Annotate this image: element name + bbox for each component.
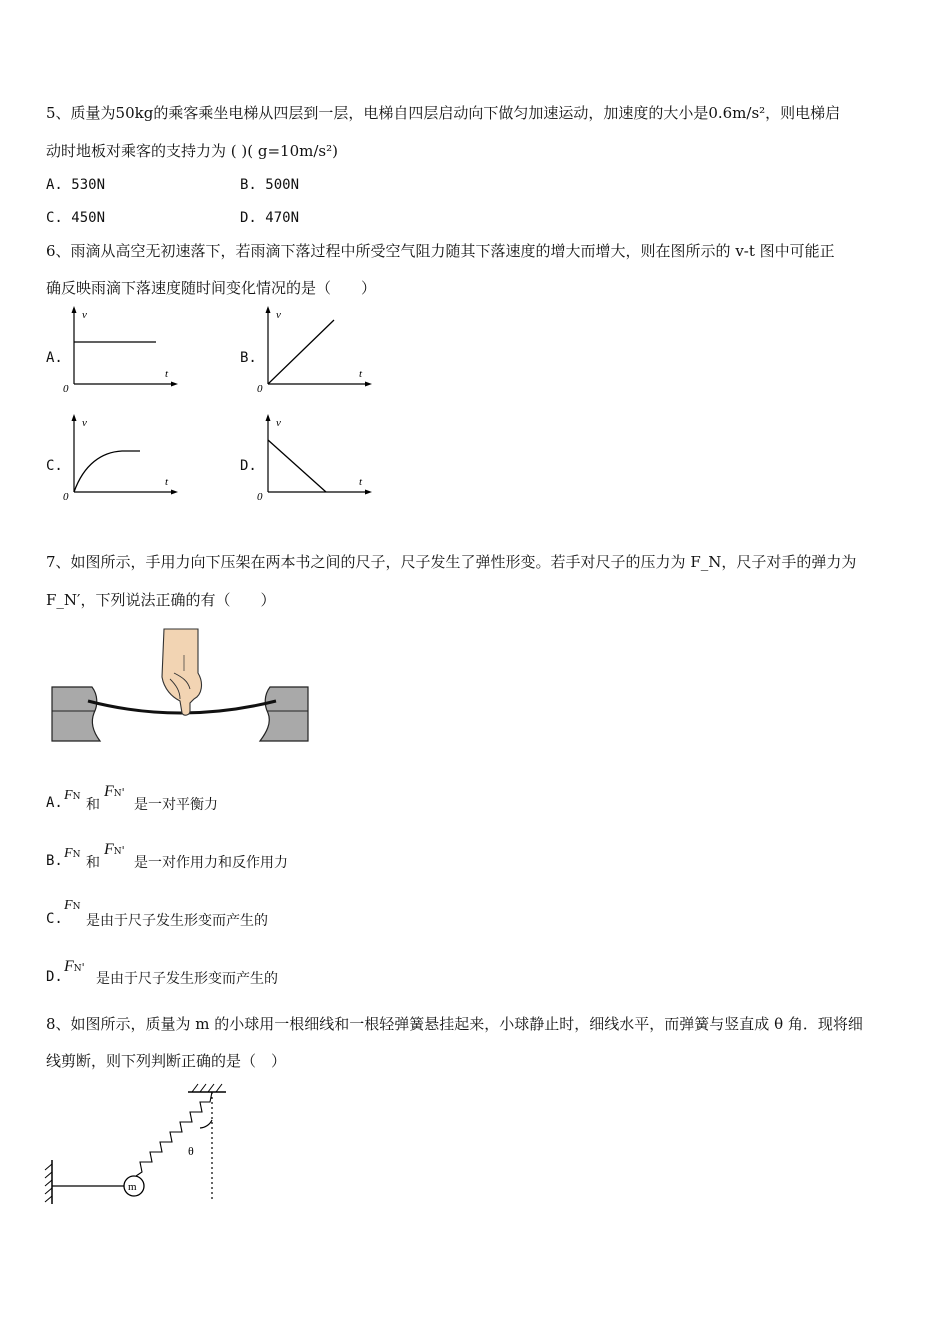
q7-option-b-text: 是一对作用力和反作用力 [134,855,288,871]
q7-option-a-fn-symbol: FN [64,788,81,803]
q5-stem-line1: 5、质量为50kg的乘客乘坐电梯从四层到一层，电梯自四层启动向下做匀加速运动，加速度的大小是0.6m/s²，则电梯启 [46,104,841,122]
q6-graph-b [256,304,376,394]
q7-stem-line2: F_N′，下列说法正确的有（ ） [46,591,276,609]
q7-option-b-letter: B. [46,853,63,869]
q5-option-c[interactable]: C. 450N [46,210,106,226]
q7-option-d[interactable] [46,968,63,986]
q7-option-b-conj: 和 [86,855,100,871]
q8-spring-figure [40,1080,240,1210]
q6-graph-b-origin: 0 [257,383,263,394]
q7-option-a-letter: A. [46,795,63,811]
q7-option-b-fn-symbol: FN [64,846,81,861]
q8-stem-line1: 8、如图所示，质量为 m 的小球用一根细线和一根轻弹簧悬挂起来，小球静止时，细线水平，而弹簧与竖直成 θ 角．现将细 [46,1015,863,1033]
q6-graph-d-t-label: t [359,476,363,488]
q6-graph-a [62,304,182,394]
q5-option-a[interactable]: A. 530N [46,177,106,193]
q6-stem-line2: 确反映雨滴下落速度随时间变化情况的是（ ） [46,279,377,297]
q8-stem-line2: 线剪断，则下列判断正确的是（ ） [46,1052,287,1070]
q7-option-c-text: 是由于尺子发生形变而产生的 [86,913,268,929]
q6-option-a-label[interactable]: A. [46,350,63,366]
q7-option-d-text: 是由于尺子发生形变而产生的 [96,971,278,987]
q7-option-c-letter: C. [46,911,63,927]
q7-option-a[interactable] [46,794,63,812]
q6-graph-c-t-label: t [165,476,169,488]
q6-graph-a-t-label: t [165,368,169,380]
q8-ball-label: m [128,1181,137,1193]
q7-option-c[interactable] [46,910,63,928]
q6-option-c-label[interactable]: C. [46,458,63,474]
q7-stem-line1: 7、如图所示，手用力向下压架在两本书之间的尺子，尺子发生了弹性形变。若手对尺子的压力为 F_N，尺子对手的弹力为 [46,553,857,571]
q6-graph-c-origin: 0 [63,491,69,502]
q6-graph-b-v-label: v [276,309,281,321]
q6-graph-d [256,412,376,502]
q7-option-a-fn-prime-symbol: FN' [104,783,125,800]
q6-graph-c-v-label: v [82,417,87,429]
q7-option-a-conj: 和 [86,797,100,813]
q6-graph-b-t-label: t [359,368,363,380]
q6-graph-d-v-label: v [276,417,281,429]
q6-graph-c [62,412,182,502]
q6-stem-line1: 6、雨滴从高空无初速落下，若雨滴下落过程中所受空气阻力随其下落速度的增大而增大，则在图所示的 v-t 图中可能正 [46,242,835,260]
q7-option-d-fn-prime-symbol: FN' [64,958,85,975]
q7-option-c-fn-symbol: FN [64,898,81,913]
q7-option-b-fn-prime-symbol: FN' [104,841,125,858]
q6-option-d-label[interactable]: D. [240,458,257,474]
q5-stem-line2: 动时地板对乘客的支持力为 ( )( g=10m/s²) [46,142,338,160]
q5-option-b[interactable]: B. 500N [240,177,300,193]
q6-graph-a-origin: 0 [63,383,69,394]
q6-graph-a-v-label: v [82,309,87,321]
q7-option-a-text: 是一对平衡力 [134,797,218,813]
q8-angle-label: θ [188,1144,194,1158]
q7-option-d-letter: D. [46,969,63,985]
q6-graph-d-origin: 0 [257,491,263,502]
q7-ruler-figure [48,625,312,745]
q6-option-b-label[interactable]: B. [240,350,257,366]
q7-option-b[interactable] [46,852,63,870]
q5-option-d[interactable]: D. 470N [240,210,300,226]
